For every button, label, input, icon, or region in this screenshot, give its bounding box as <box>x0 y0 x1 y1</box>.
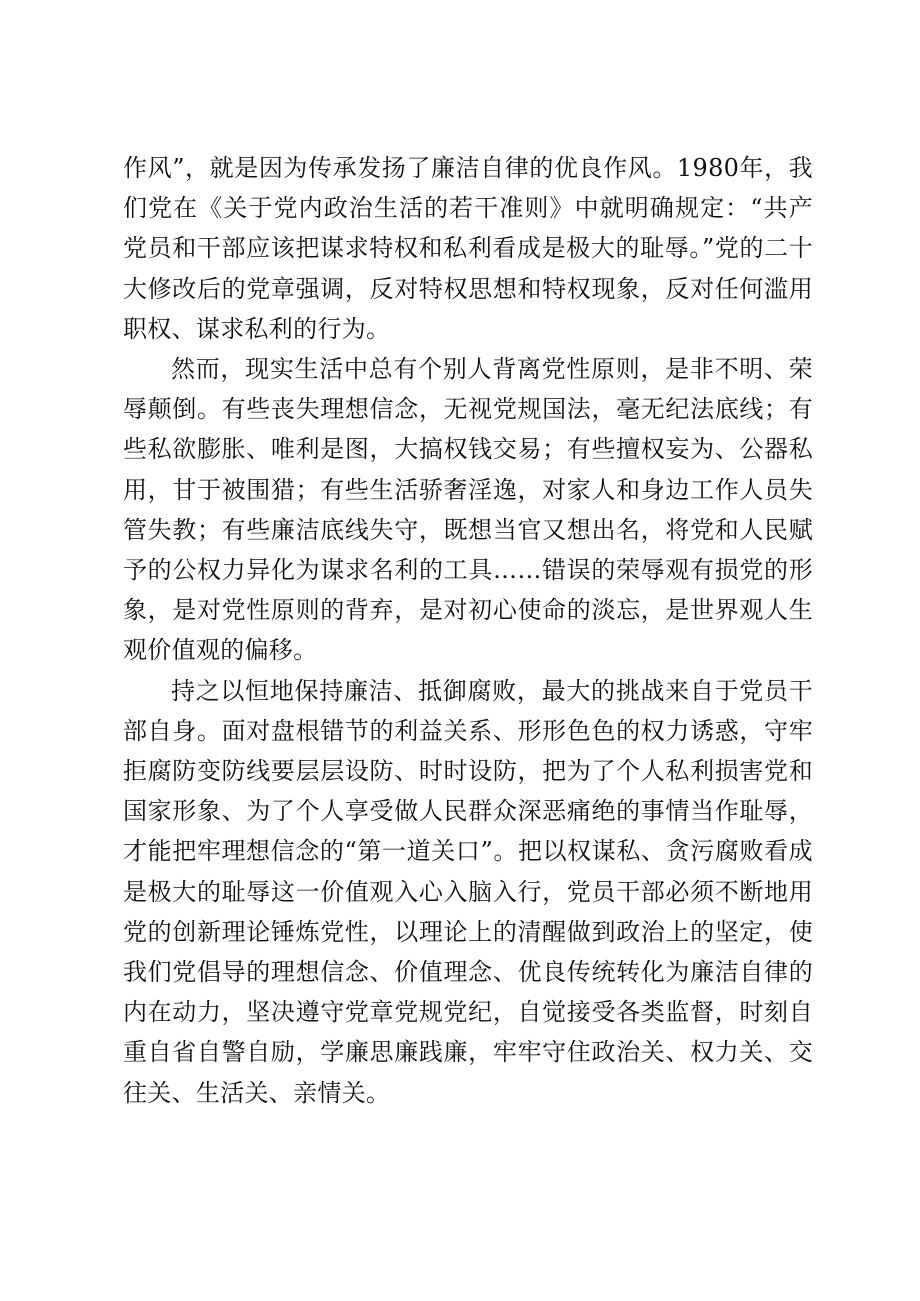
document-body <box>123 148 813 1113</box>
paragraph-continuation: 作风”，就是因为传承发扬了廉洁自律的优良作风。1980年，我们党在《关于党内政治生活的若干准则》中就明确规定：“共产党员和干部应该把谋求特权和私利看成是极大的耻辱。”党的二十大修改后的党章强调，反对特权思想和特权现象，反对任何滥用职权、谋求私利的行为。 <box>123 154 813 343</box>
paragraph-deviation: 然而，现实生活中总有个别人背离党性原则，是非不明、荣辱颠倒。有些丧失理想信念，无视党规国法，毫无纪法底线；有些私欲膨胀、唯利是图，大搞权钱交易；有些擅权妄为、公器私用，甘于被围猎；有些生活骄奢淫逸，对家人和身边工作人员失管失教；有些廉洁底线失守，既想当官又想出名，将党和人民赋予的公权力异化为谋求名利的工具……错误的荣辱观有损党的形象，是对党性原则的背弃，是对初心使命的淡忘，是世界观人生观价值观的偏移。 <box>123 355 813 665</box>
paragraph-challenge: 持之以恒地保持廉洁、抵御腐败，最大的挑战来自于党员干部自身。面对盘根错节的利益关系、形形色色的权力诱惑，守牢拒腐防变防线要层层设防、时时设防，把为了个人私利损害党和国家形象、为了个人享受做人民群众深恶痛绝的事情当作耻辱，才能把牢理想信念的“第一道关口”。把以权谋私、贪污腐败看成是极大的耻辱这一价值观入心入脑入行，党员干部必须不断地用党的创新理论锤炼党性，以理论上的清醒做到政治上的坚定，使我们党倡导的理想信念、价值理念、优良传统转化为廉洁自律的内在动力，坚决遵守党章党规党纪，自觉接受各类监督，时刻自重自省自警自励，学廉思廉践廉，牢牢守住政治关、权力关、交往关、生活关、亲情关。 <box>123 676 813 1107</box>
